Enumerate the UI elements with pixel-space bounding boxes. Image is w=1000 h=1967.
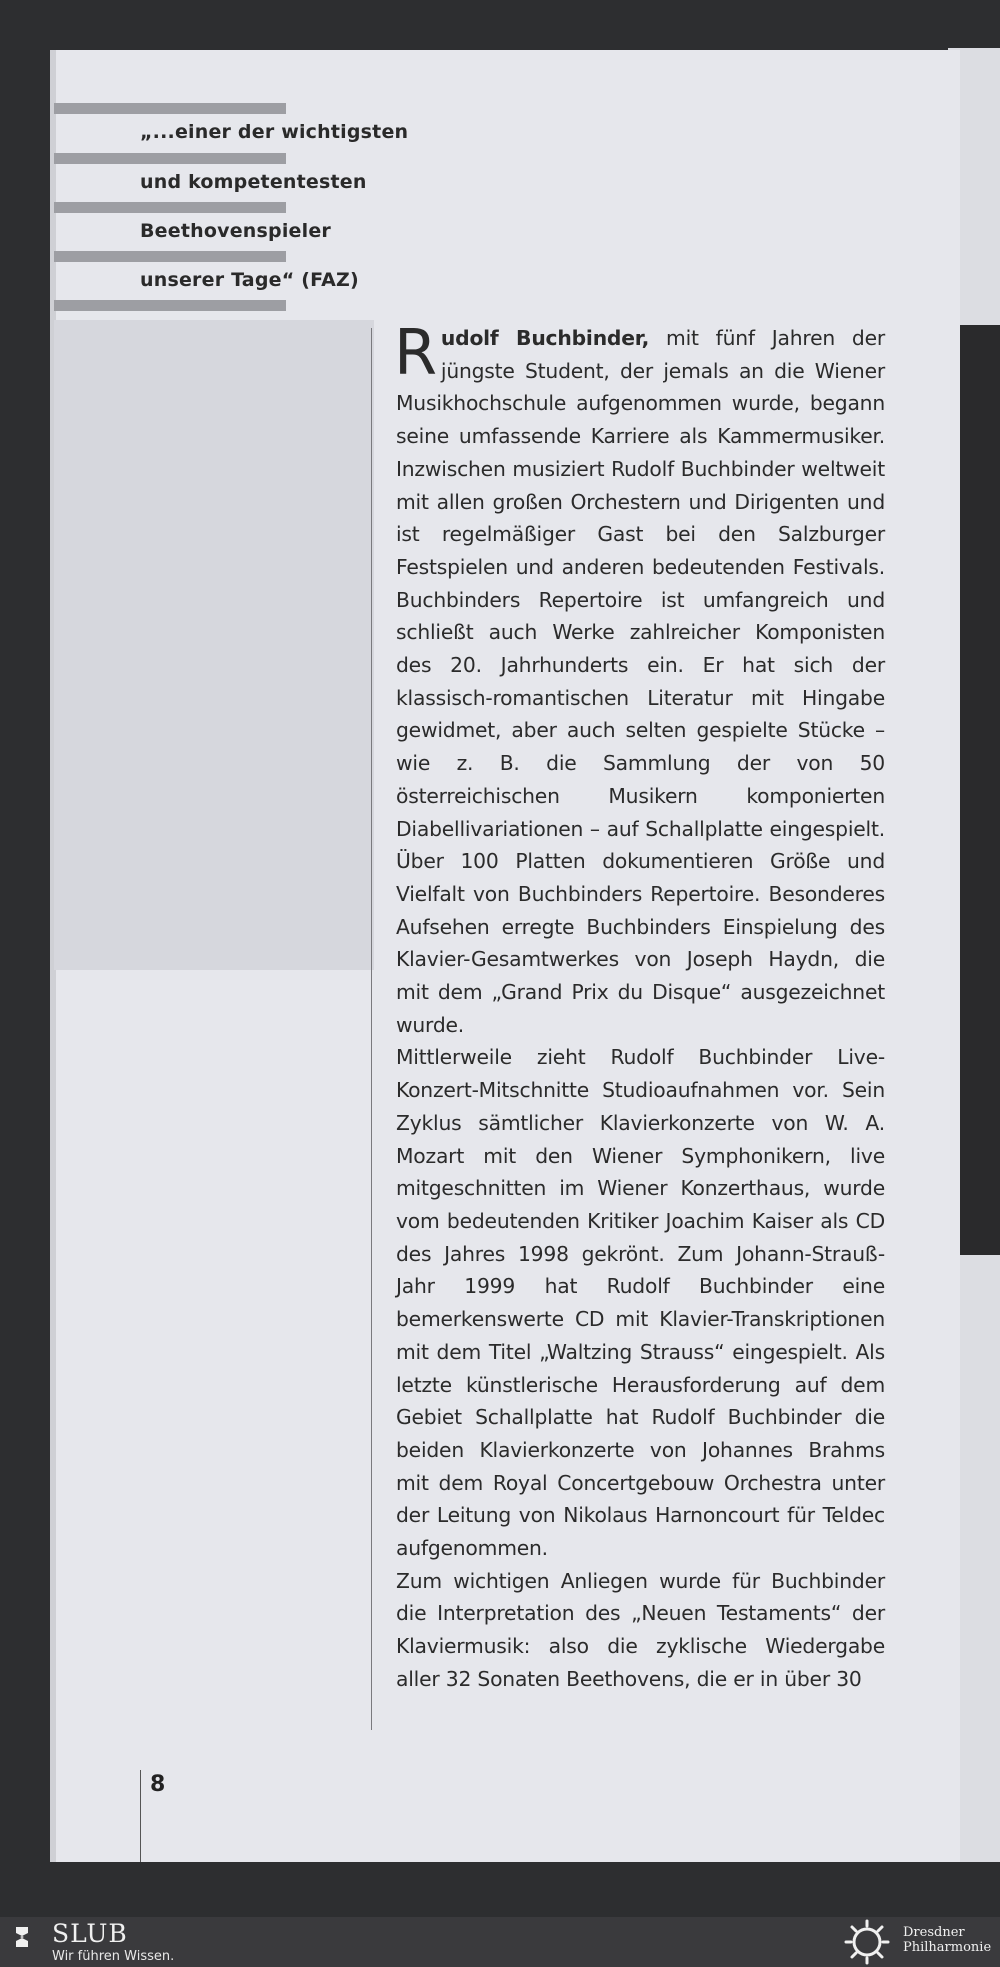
library-tagline: Wir führen Wissen. — [52, 1949, 175, 1964]
article-paragraph-1 — [394, 316, 885, 584]
philharmonie-logo-icon — [842, 1919, 892, 1965]
article-body — [394, 316, 885, 1696]
library-name: SLUB — [52, 1919, 128, 1948]
quote-stripe — [54, 153, 286, 164]
pull-quote-line-2: und kompetentesten — [140, 171, 367, 193]
partner-name-line-2: Philharmonie — [903, 1940, 992, 1955]
quote-stripe — [54, 202, 286, 213]
column-rule — [371, 328, 372, 1730]
quote-stripe — [54, 300, 286, 311]
page-number-rule — [140, 1770, 141, 1862]
drop-cap: R — [394, 316, 437, 389]
partner-name-line-1: Dresdner — [903, 1925, 965, 1940]
slub-logo-icon — [14, 1925, 30, 1949]
article-paragraph-3: Mittlerweile zieht Rudolf Buchbinder Live-Konzert-Mitschnitte Studioaufnahmen vor. Sein Zyklus sämtlicher Klavierkonzerte von W. A. Mozart mit den Wiener Symphonikern, live mitgeschnitten im Wiener Konzerthaus, wurde vom bedeutenden Kritiker Joachim Kaiser als CD des Jahres 1998 gekrönt. Zum Johann-Strauß-Jahr 1999 hat Rudolf Buchbinder eine bemerkenswerte CD mit Klavier-Transkriptionen mit dem Titel „Waltzing Strauss“ eingespielt. Als letzte künstlerische Herausforderung auf dem Gebiet Schallplatte hat Rudolf Buchbinder die beiden Klavierkonzerte von Johannes Brahms mit dem Royal Concertgebouw Orchestra unter der Leitung von Nikolaus Harnoncourt für Teldec aufgenommen. — [396, 1045, 885, 1561]
article-lead: udolf Buchbinder, — [440, 326, 650, 350]
pull-quote-line-4: unserer Tage“ (FAZ) — [140, 269, 359, 291]
article-paragraph-1-text: mit fünf Jahren der jüngste Student, der jemals an die Wiener Musikhochschule aufgenommen wurde, begann seine umfassende Karriere als Kammermusiker. Inzwischen musiziert Rudolf Buchbinder weltweit mit allen großen Orchestern und Dirigenten und ist regelmäßiger Gast bei den Salzburger Festspielen und anderen bedeutenden Festivals. — [396, 326, 885, 579]
article-paragraph-2: Buchbinders Repertoire ist umfangreich und schließt auch Werke zahlreicher Komponisten des 20. Jahrhunderts ein. Er hat sich der klassisch-romantischen Literatur mit Hingabe gewidmet, aber auch selten gespielte Stücke – wie z. B. die Sammlung der von 50 österreichischen Musikern komponierten Diabellivariationen – auf Schallplatte eingespielt. Über 100 Platten dokumentieren Größe und Vielfalt von Buchbinders Repertoire. Besonderes Aufsehen erregte Buchbinders Einspielung des Klavier-Gesamtwerkes von Joseph Haydn, die mit dem „Grand Prix du Disque“ ausgezeichnet wurde. — [396, 587, 885, 1037]
photo-panel-background — [54, 320, 374, 970]
page-number: 8 — [150, 1772, 166, 1797]
pull-quote-line-3: Beethovenspieler — [140, 220, 331, 242]
article-paragraph-4: Zum wichtigen Anliegen wurde für Buchbinder die Interpretation des „Neuen Testaments“ der Klaviermusik: also die zyklische Wiedergabe aller 32 Sonaten Beethovens, die er in über 30 — [396, 1568, 885, 1691]
quote-stripe — [54, 251, 286, 262]
next-page-dark-band — [955, 325, 1000, 1255]
quote-stripe — [54, 103, 286, 114]
partner-name — [903, 1925, 991, 1955]
pull-quote-line-1: „...einer der wichtigsten — [140, 121, 409, 143]
